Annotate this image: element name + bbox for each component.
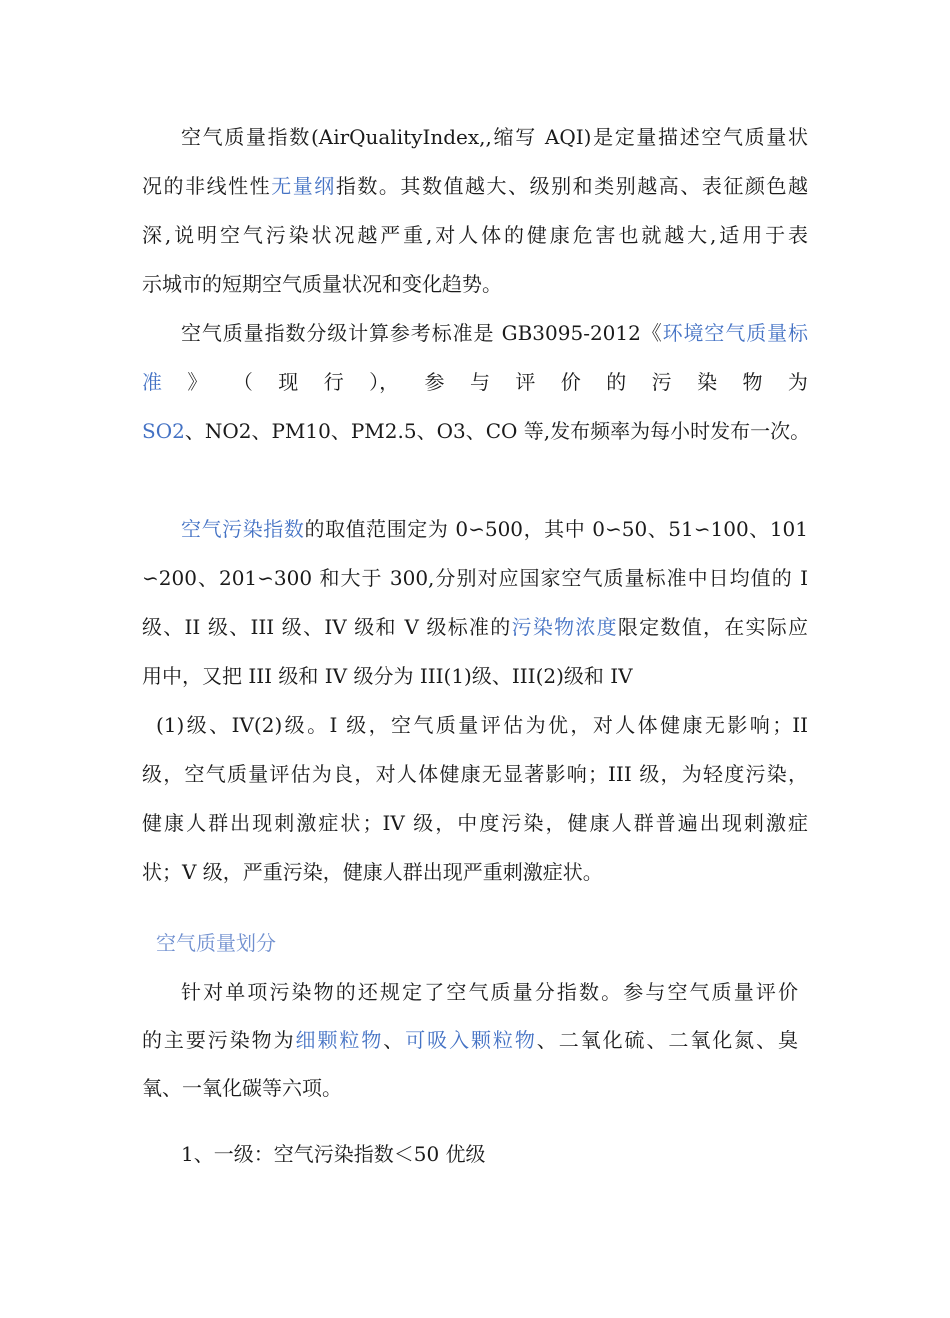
text-span: 指数。其数值越大、级别和类别越高、表征颜色越: [335, 174, 809, 198]
paragraph-3-line-5: (1)级、IV(2)级。I 级，空气质量评估为优，对人体健康无影响；II: [156, 713, 808, 737]
link-air-pollution-index[interactable]: 空气污染指数: [181, 517, 305, 541]
paragraph-1-line-1: 空气质量指数(AirQualityIndex,,缩写 AQI)是定量描述空气质量状: [181, 125, 808, 149]
paragraph-3-line-4: 用中，又把 III 级和 IV 级分为 III(1)级、III(2)级和 IV: [142, 664, 633, 688]
text-span: 、: [383, 1028, 406, 1052]
paragraph-3-line-7: 健康人群出现刺激症状；IV 级，中度污染，健康人群普遍出现刺激症: [142, 811, 808, 835]
link-fine-particulate-matter[interactable]: 细颗粒物: [295, 1028, 384, 1052]
text-span: 的主要污染物为: [142, 1028, 296, 1052]
link-so2[interactable]: SO2: [142, 419, 185, 443]
paragraph-4-line-1: 针对单项污染物的还规定了空气质量分指数。参与空气质量评价: [181, 980, 798, 1004]
paragraph-2-line-1: [181, 319, 808, 347]
paragraph-2-line-2: 准 》 （ 现 行 ）， 参 与 评 价 的 污 染 物 为: [142, 370, 808, 394]
paragraph-4-line-3: 氧、一氧化碳等六项。: [142, 1076, 342, 1100]
link-inhalable-particulate-matter[interactable]: 可吸入颗粒物: [405, 1028, 537, 1052]
paragraph-3-line-3: [142, 613, 808, 641]
link-ambient-air-quality-standard[interactable]: 环境空气质量标: [662, 321, 808, 345]
text-span: 级、II 级、III 级、IV 级和 V 级标准的: [142, 615, 512, 639]
paragraph-3-line-2: ∽200、201∽300 和大于 300,分别对应国家空气质量标准中日均值的 I: [142, 566, 808, 590]
link-pollutant-concentration[interactable]: 污染物浓度: [511, 615, 618, 639]
link-standard-end[interactable]: 准: [142, 370, 162, 394]
paragraph-3-line-6: 级，空气质量评估为良，对人体健康无显著影响；III 级，为轻度污染，: [142, 762, 808, 786]
text-span: 限定数值，在实际应: [617, 615, 809, 639]
paragraph-1-line-2: [142, 172, 808, 200]
text-span: 况的非线性性: [142, 174, 272, 198]
link-dimensionless[interactable]: 无量纲: [271, 174, 336, 198]
paragraph-3-line-1: [181, 515, 808, 543]
paragraph-1-line-3: 深,说明空气污染状况越严重,对人体的健康危害也就越大,适用于表: [142, 223, 808, 247]
text-span: 、NO2、PM10、PM2.5、O3、CO 等,发布频率为每小时发布一次。: [184, 419, 811, 443]
paragraph-4-line-2: [142, 1026, 798, 1054]
text-span: 空气质量指数分级计算参考标准是 GB3095-2012《: [181, 321, 663, 345]
text-span: 、二氧化硫、二氧化氮、臭: [536, 1028, 799, 1052]
paragraph-1-line-4: 示城市的短期空气质量状况和变化趋势。: [142, 272, 502, 296]
paragraph-3-line-8: 状；V 级，严重污染，健康人群出现严重刺激症状。: [142, 860, 603, 884]
list-item: 1、一级：空气污染指数＜50 优级: [181, 1142, 486, 1166]
text-span: 的取值范围定为 0∽500，其中 0∽50、51∽100、101: [304, 517, 809, 541]
paragraph-2-line-3: [142, 417, 810, 445]
section-heading: 空气质量划分: [156, 931, 276, 955]
